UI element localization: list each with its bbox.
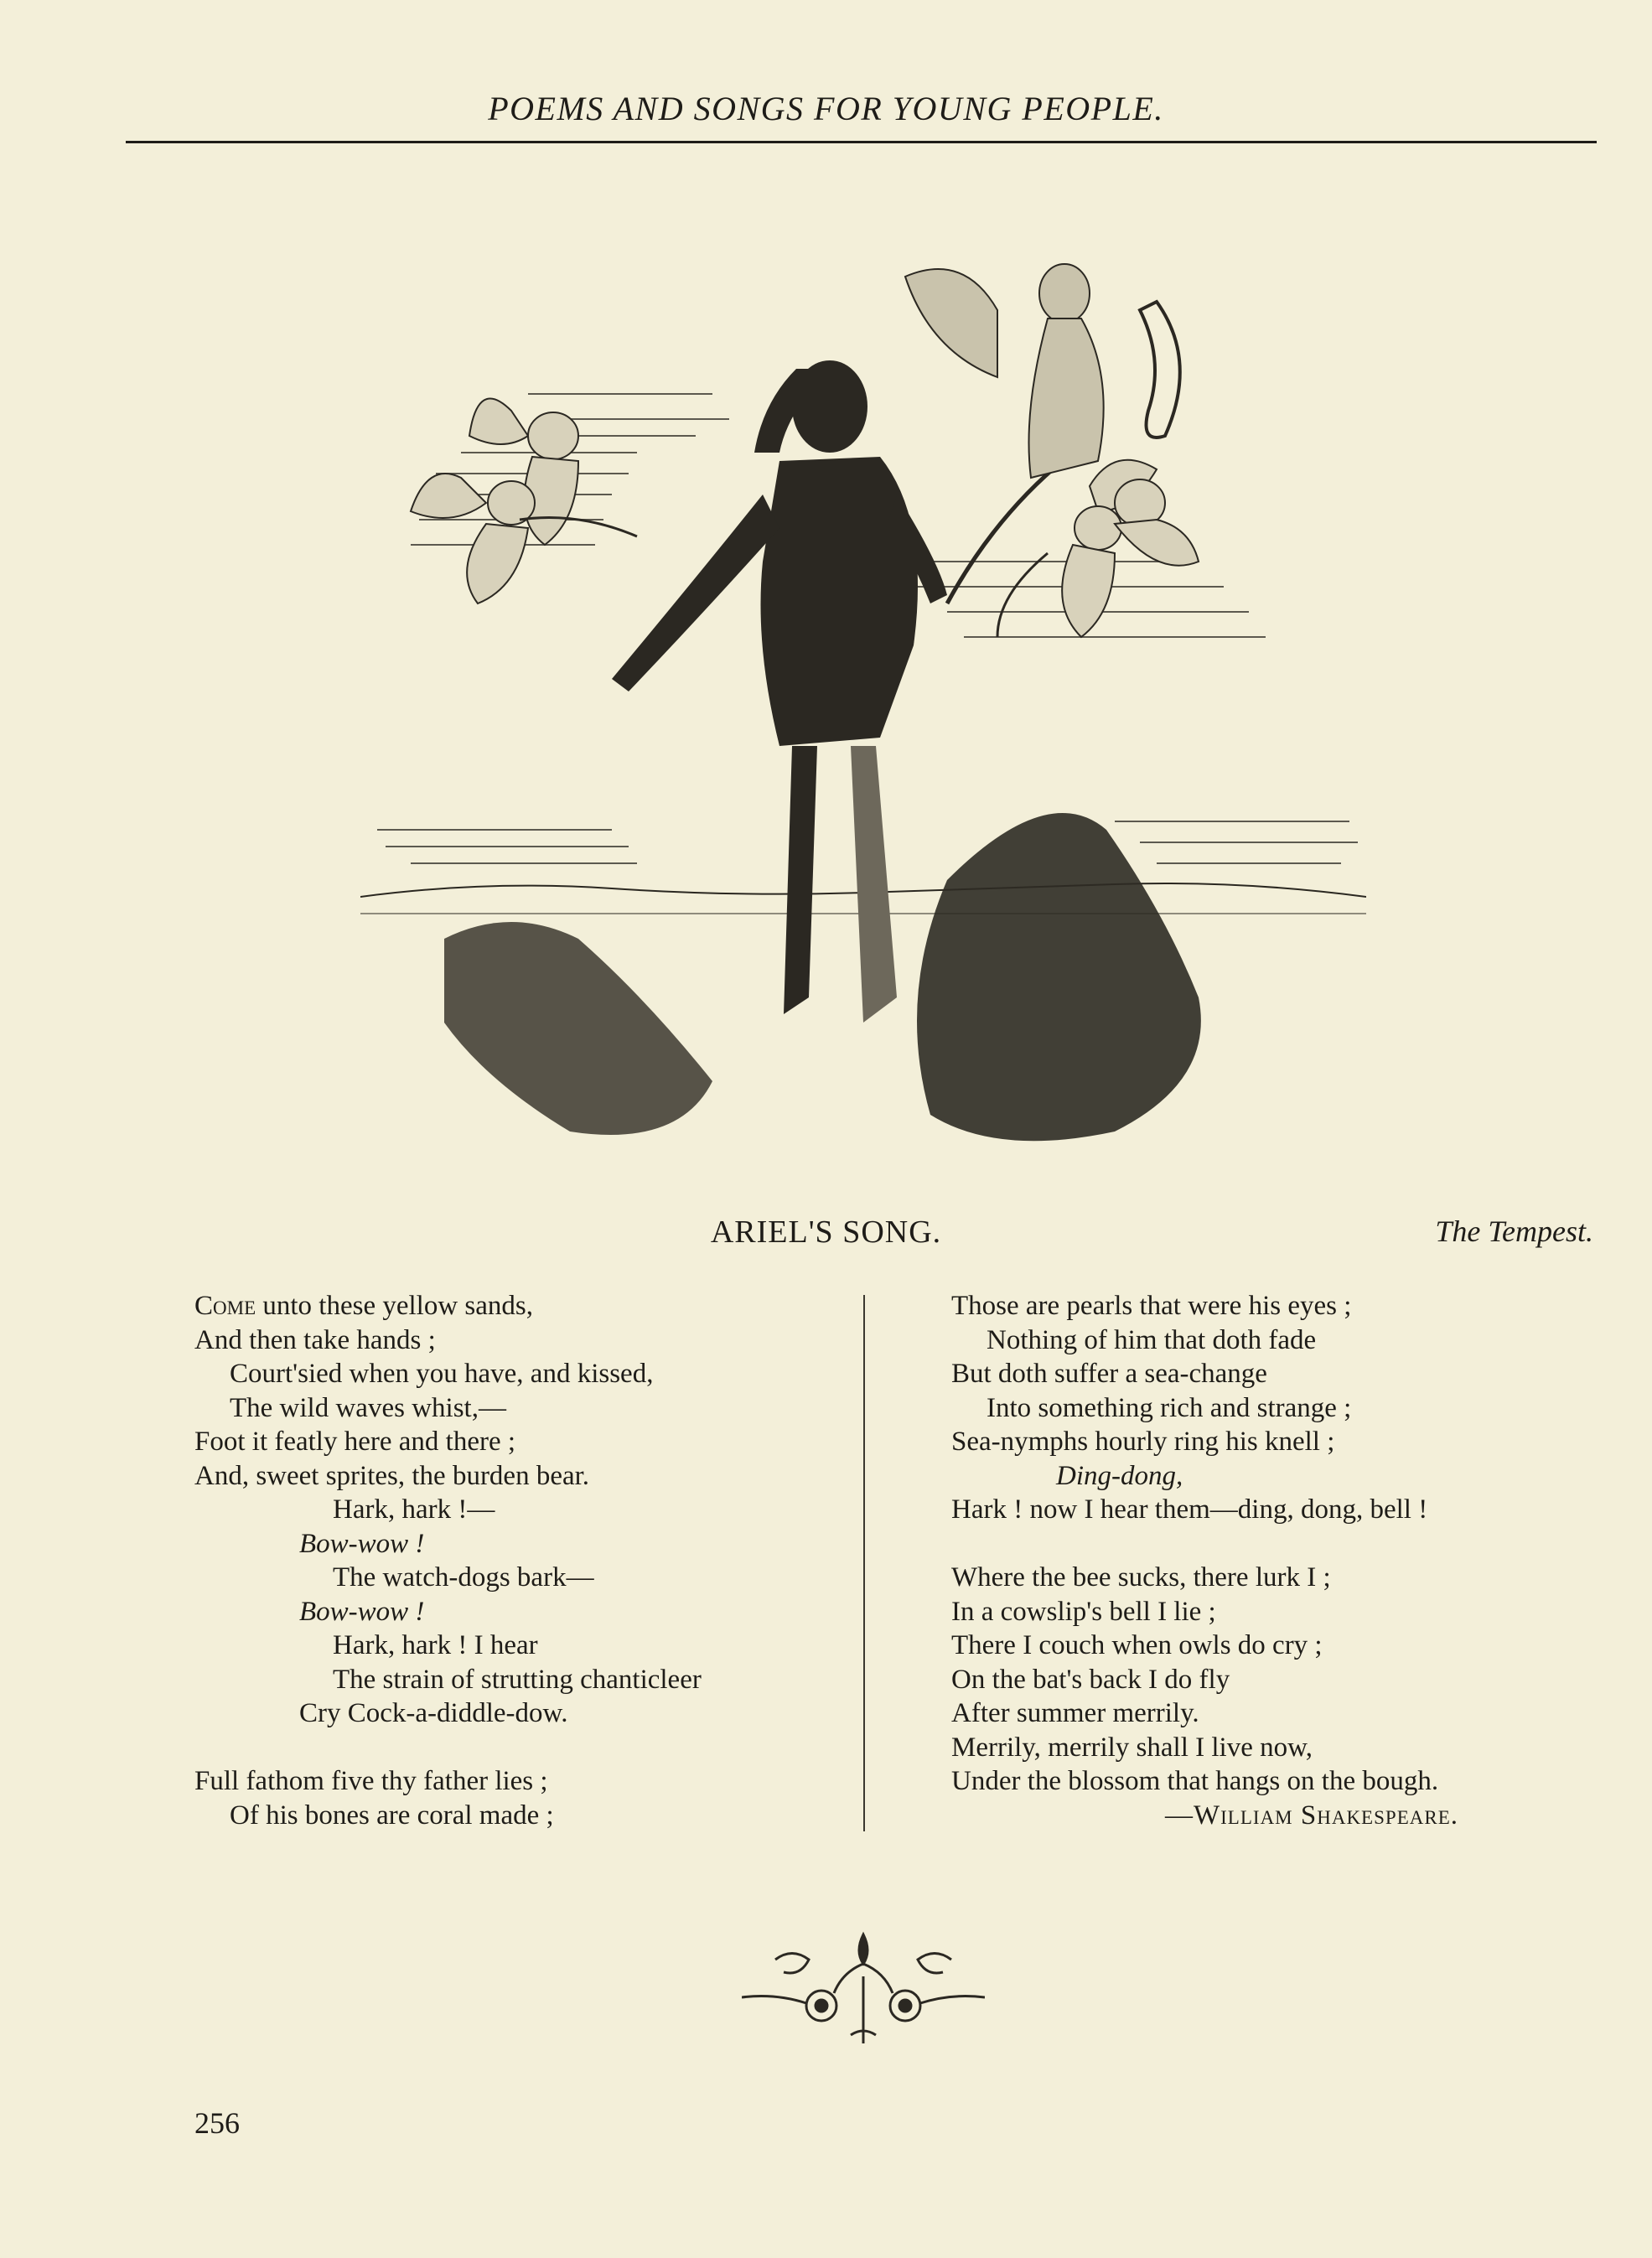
poem-line: Bow-wow !	[299, 1528, 425, 1559]
poem-line: And then take hands ;	[194, 1324, 436, 1355]
poem-line: Under the blossom that hangs on the bough.	[951, 1766, 1439, 1796]
poem-line: Hark ! now I hear them—ding, dong, bell !	[951, 1494, 1428, 1525]
poem-line: Cry Cock-a-diddle-dow.	[299, 1698, 568, 1728]
poem-line: On the bat's back I do fly	[951, 1664, 1230, 1695]
column-divider	[863, 1295, 865, 1831]
poem-line: Ding-dong,	[1056, 1460, 1183, 1491]
floral-scroll-ornament-icon	[742, 1926, 985, 2052]
poem-line: Sea-nymphs hourly ring his knell ;	[951, 1427, 1335, 1457]
poem-source: The Tempest.	[1435, 1214, 1593, 1248]
poem-line: The watch-dogs bark—	[333, 1562, 594, 1593]
poem-line: And, sweet sprites, the burden bear.	[194, 1460, 590, 1491]
ariel-with-cherubs-engraving-icon	[360, 243, 1366, 1173]
poem-line: In a cowslip's bell I lie ;	[951, 1596, 1216, 1627]
poem-left-column	[194, 1289, 840, 1832]
poem-line: Full fathom five thy father lies ;	[194, 1766, 548, 1796]
poem-line: The wild waves whist,—	[230, 1392, 506, 1423]
page-number: 256	[194, 2106, 240, 2140]
poem-line: Merrily, merrily shall I live now,	[951, 1732, 1313, 1763]
poem-line	[194, 1731, 840, 1765]
poem-line: Court'sied when you have, and kissed,	[230, 1359, 654, 1389]
poem-line: The strain of strutting chanticleer	[333, 1664, 702, 1695]
poem-line: Where the bee sucks, there lurk I ;	[951, 1562, 1331, 1593]
poem-line: But doth suffer a sea-change	[951, 1359, 1267, 1389]
running-title: POEMS AND SONGS FOR YOUNG PEOPLE.	[488, 90, 1164, 127]
drop-word: Come	[194, 1291, 256, 1321]
poem-line: —William Shakespeare.	[1165, 1800, 1458, 1831]
poem-line: Of his bones are coral made ;	[230, 1800, 554, 1831]
poem-title: ARIEL'S SONG.	[710, 1214, 942, 1250]
poem-line: Nothing of him that doth fade	[987, 1324, 1317, 1355]
poem-line: After summer merrily.	[951, 1698, 1199, 1728]
poem-right-column	[951, 1289, 1588, 1832]
poem-line: Hark, hark !—	[333, 1494, 495, 1525]
poem-line: Bow-wow !	[299, 1596, 425, 1627]
poem-line: Hark, hark ! I hear	[333, 1630, 538, 1660]
poem-line: Come unto these yellow sands,	[194, 1291, 533, 1321]
header-rule	[126, 141, 1597, 143]
poem-line: Into something rich and strange ;	[987, 1392, 1352, 1423]
poem-line: There I couch when owls do cry ;	[951, 1630, 1323, 1660]
poem-line: Foot it featly here and there ;	[194, 1427, 516, 1457]
poem-line	[951, 1527, 1588, 1561]
poem-line: Those are pearls that were his eyes ;	[951, 1291, 1352, 1321]
